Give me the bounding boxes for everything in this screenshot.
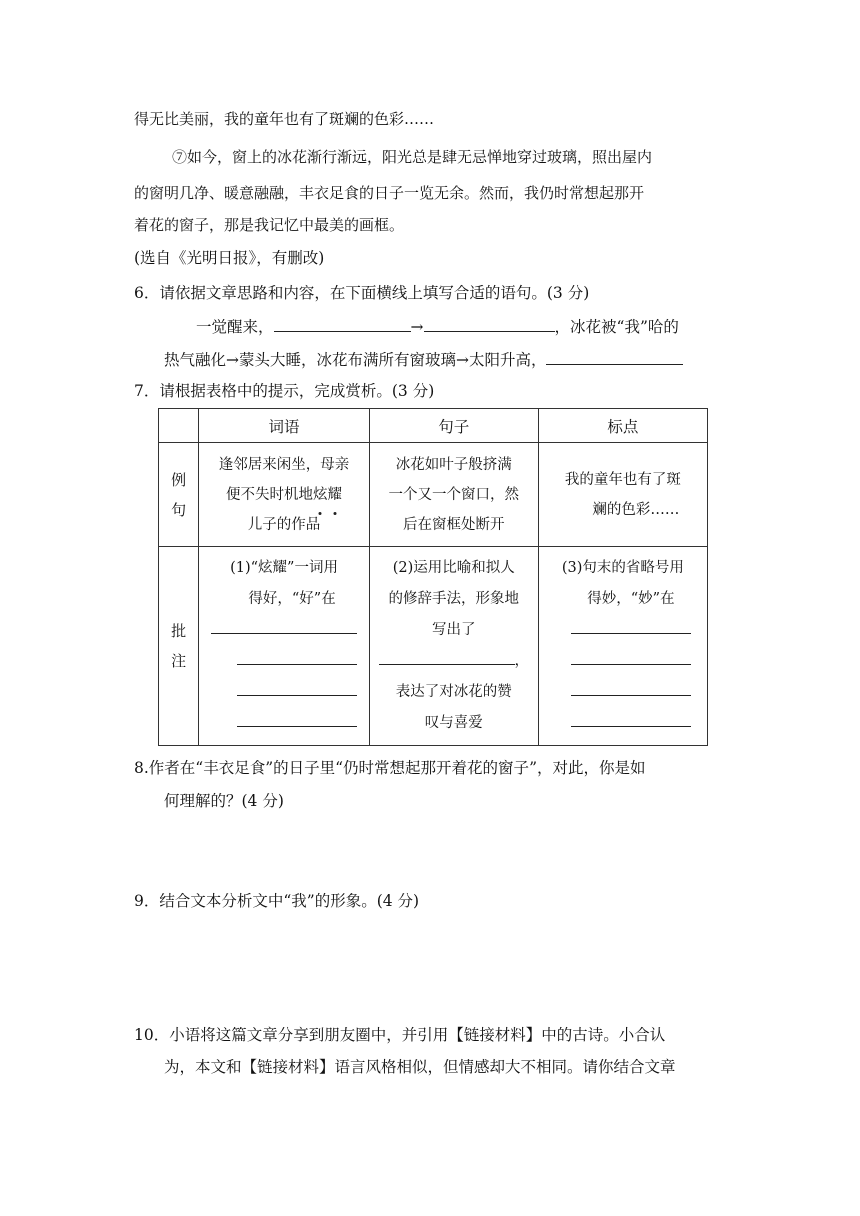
note-sentence-cell: [369, 547, 538, 746]
example-word-line: 儿子的作品: [247, 517, 321, 533]
table-header-blank: [159, 409, 199, 443]
answer-line[interactable]: [539, 646, 707, 677]
table-header-word: 词语: [199, 409, 369, 443]
emphasis-dot-char: 炫: [313, 480, 328, 510]
answer-line[interactable]: [539, 615, 707, 646]
q6-part-b: ，冰花被“我”哈的: [554, 318, 679, 336]
q6-blank-3[interactable]: [546, 349, 683, 365]
table-header-punctuation: 标点: [538, 409, 707, 443]
q7-stem: 7．请根据表格中的提示，完成赏析。(3 分): [134, 382, 435, 400]
example-punctuation-cell: [538, 443, 707, 547]
emphasis-dot-char: 耀: [328, 480, 343, 510]
row-label-char: 注: [171, 652, 187, 670]
q8-stem-line-2: 何理解的？(4 分): [164, 792, 284, 810]
q10-stem-line-2: 为，本文和【链接材料】语言风格相似，但情感却大不相同。请你结合文章: [164, 1058, 676, 1076]
q6-arrow: →: [410, 318, 424, 336]
passage-line: 的窗明几净、暖意融融，丰衣足食的日子一览无余。然而，我仍时常想起那开: [134, 184, 645, 202]
answer-line[interactable]: [539, 708, 707, 739]
note-punct-line: (3)句末的省略号用: [561, 560, 684, 576]
q6-part-a: 一觉醒来，: [196, 318, 274, 336]
note-word-cell: [199, 547, 369, 746]
note-punct-line: 得妙，“妙”在: [587, 591, 675, 607]
example-sentence-line: 一个又一个窗口，然: [388, 487, 520, 503]
row-label-example: [159, 443, 199, 547]
q8-stem-line-1: 8.作者在“丰衣足食”的日子里“仍时常想起那开着花的窗子”，对此，你是如: [134, 759, 646, 777]
row-label-char: 例: [171, 470, 187, 489]
answer-line[interactable]: [199, 677, 368, 708]
q6-stem: 6．请依据文章思路和内容，在下面横线上填写合适的语句。(3 分): [134, 284, 590, 302]
table-row-annotation: [159, 547, 708, 746]
q6-blank-1[interactable]: [274, 316, 411, 332]
q6-part-c: 热气融化→蒙头大睡，冰花布满所有窗玻璃→太阳升高，: [164, 351, 547, 369]
row-label-char: 批: [171, 622, 187, 640]
passage-paragraph-7-line: ⑦如今，窗上的冰花渐行渐远，阳光总是肆无忌惮地穿过玻璃，照出屋内: [172, 148, 653, 166]
table-header-sentence: 句子: [369, 409, 538, 443]
answer-line[interactable]: [370, 646, 538, 677]
example-punct-line: 我的童年也有了斑: [564, 472, 681, 488]
passage-line: 着花的窗子，那是我记忆中最美的画框。: [134, 216, 405, 234]
table-header-row: [159, 409, 708, 443]
row-label-char: 句: [171, 500, 187, 519]
table-row-example: [159, 443, 708, 547]
note-sentence-line: 表达了对冰花的赞: [395, 684, 512, 700]
example-word-line: 逢邻居来闲坐，母亲: [218, 457, 350, 473]
note-word-line: 得好，“好”在: [248, 591, 336, 607]
comma: ，: [514, 653, 530, 669]
note-sentence-line: (2)运用比喻和拟人: [392, 560, 515, 576]
q6-blank-2[interactable]: [424, 316, 555, 332]
passage-line: 得无比美丽，我的童年也有了斑斓的色彩……: [134, 110, 435, 128]
passage-source: (选自《光明日报》，有删改): [134, 249, 325, 267]
q10-stem-line-1: 10．小语将这篇文章分享到朋友圈中，并引用【链接材料】中的古诗。小合认: [134, 1026, 666, 1044]
row-label-annotation: [159, 547, 199, 746]
example-word-cell: [199, 443, 369, 547]
note-punctuation-cell: [538, 547, 707, 746]
example-word-line: [199, 480, 368, 510]
example-sentence-line: 冰花如叶子般挤满: [395, 457, 512, 473]
answer-line[interactable]: [199, 708, 368, 739]
example-sentence-cell: [369, 443, 538, 547]
q9-stem: 9．结合文本分析文中“我”的形象。(4 分): [134, 892, 420, 910]
note-word-line: (1)“炫耀”一词用: [230, 560, 338, 576]
example-punct-line: 斓的色彩……: [592, 502, 680, 518]
note-sentence-line: 写出了: [432, 622, 476, 638]
answer-line[interactable]: [199, 646, 368, 677]
q6-answer-line-2: [164, 349, 683, 370]
answer-line[interactable]: [539, 677, 707, 708]
example-sentence-line: 后在窗框处断开: [403, 517, 505, 533]
note-sentence-line: 叹与喜爱: [424, 715, 483, 731]
note-sentence-line: 的修辞手法，形象地: [388, 591, 520, 607]
q6-answer-line: [196, 316, 679, 337]
example-word-text: 便不失时机地: [226, 487, 314, 503]
appreciation-table: [158, 408, 708, 746]
answer-line[interactable]: [199, 615, 368, 646]
